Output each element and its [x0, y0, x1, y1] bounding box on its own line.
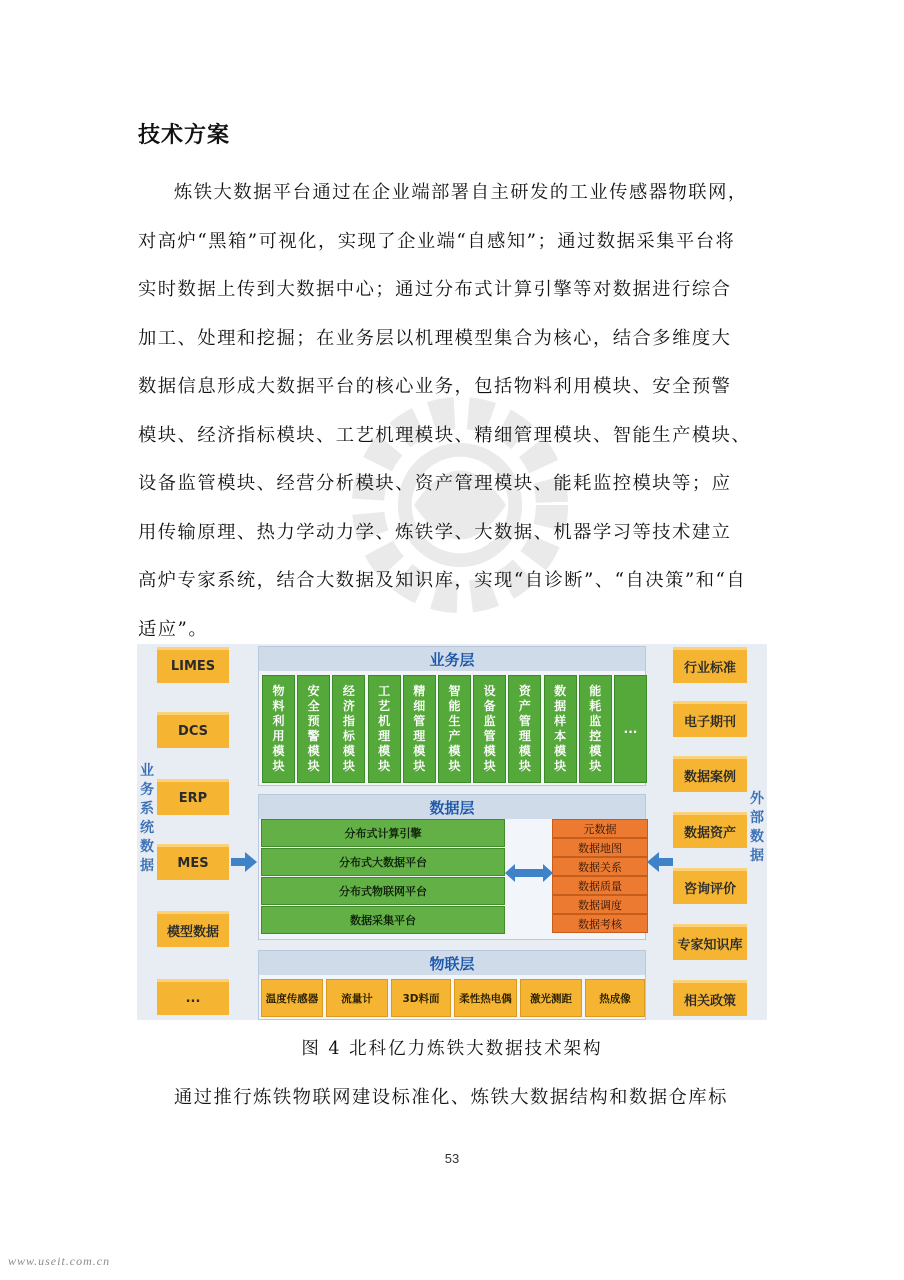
business-layer	[258, 646, 646, 786]
business-module: 资 产 管 理 模 块	[508, 675, 541, 783]
iot-layer-title: 物联层	[259, 951, 645, 975]
source-box-more: ...	[157, 979, 229, 1015]
external-box-e-journals: 电子期刊	[673, 701, 747, 737]
section-title: 技术方案	[138, 123, 231, 148]
sensor-flowmeter: 流量计	[326, 979, 388, 1017]
business-layer-title: 业务层	[259, 647, 645, 671]
business-module: 工 艺 机 理 模 块	[368, 675, 401, 783]
platform-distributed-compute: 分布式计算引擎	[261, 819, 505, 847]
right-arrow-icon	[231, 852, 257, 872]
external-box-expert-kb: 专家知识库	[673, 924, 747, 960]
data-item-data-assessment: 数据考核	[552, 914, 648, 933]
architecture-diagram	[137, 644, 767, 1020]
paragraph-line: 模块、经济指标模块、工艺机理模块、精细管理模块、智能生产模块、	[138, 424, 752, 446]
platform-distributed-iot: 分布式物联网平台	[261, 877, 505, 905]
data-item-data-relations: 数据关系	[552, 857, 648, 876]
page-number: 53	[444, 1151, 460, 1166]
external-box-data-assets: 数据资产	[673, 812, 747, 848]
sensor-temperature: 温度传感器	[261, 979, 323, 1017]
data-item-metadata: 元数据	[552, 819, 648, 838]
paragraph-line: 通过推行炼铁物联网建设标准化、炼铁大数据结构和数据仓库标	[174, 1087, 728, 1108]
site-watermark: www.useit.com.cn	[8, 1254, 111, 1268]
platform-data-collection: 数据采集平台	[261, 906, 505, 934]
data-layer-title: 数据层	[259, 795, 645, 819]
source-box-limes: LIMES	[157, 647, 229, 683]
business-module: 物 料 利 用 模 块	[262, 675, 295, 783]
paragraph-line: 适应”。	[138, 618, 209, 640]
external-box-data-cases: 数据案例	[673, 756, 747, 792]
paragraph-line: 对高炉“黑箱”可视化，实现了企业端“自感知”；通过数据采集平台将	[138, 230, 736, 252]
external-box-industry-standard: 行业标准	[673, 647, 747, 683]
left-side-label: 业 务 系 统 数 据	[140, 763, 154, 874]
business-module: 设 备 监 管 模 块	[473, 675, 506, 783]
paragraph-line: 炼铁大数据平台通过在企业端部署自主研发的工业传感器物联网，	[174, 182, 748, 203]
business-module: 经 济 指 标 模 块	[332, 675, 365, 783]
external-box-policies: 相关政策	[673, 980, 747, 1016]
source-box-dcs: DCS	[157, 712, 229, 748]
data-layer	[258, 794, 646, 940]
source-box-erp: ERP	[157, 779, 229, 815]
business-module: 能 耗 监 控 模 块	[579, 675, 612, 783]
business-module: 智 能 生 产 模 块	[438, 675, 471, 783]
right-side-label: 外 部 数 据	[750, 791, 764, 864]
data-item-data-scheduling: 数据调度	[552, 895, 648, 914]
double-arrow-icon	[505, 863, 553, 883]
paragraph-line: 用传输原理、热力学动力学、炼铁学、大数据、机器学习等技术建立	[138, 521, 732, 543]
figure-caption: 图 4 北科亿力炼铁大数据技术架构	[301, 1039, 603, 1059]
sensor-laser-ranging: 激光测距	[520, 979, 582, 1017]
paragraph-line: 数据信息形成大数据平台的核心业务，包括物料利用模块、安全预警	[138, 376, 732, 397]
business-module: ...	[614, 675, 647, 783]
body-paragraph-2	[138, 1074, 768, 1123]
source-box-model-data: 模型数据	[157, 911, 229, 947]
paragraph-line: 实时数据上传到大数据中心；通过分布式计算引擎等对数据进行综合	[138, 279, 732, 300]
paragraph-line: 设备监管模块、经营分析模块、资产管理模块、能耗监控模块等；应	[138, 473, 732, 494]
left-arrow-icon	[647, 852, 673, 872]
business-module: 数 据 样 本 模 块	[544, 675, 577, 783]
external-box-consulting: 咨询评价	[673, 868, 747, 904]
source-box-mes: MES	[157, 844, 229, 880]
business-module: 精 细 管 理 模 块	[403, 675, 436, 783]
data-item-data-quality: 数据质量	[552, 876, 648, 895]
sensor-flexible-thermocouple: 柔性热电偶	[454, 979, 517, 1017]
body-paragraph-1	[138, 169, 768, 654]
business-module: 安 全 预 警 模 块	[297, 675, 330, 783]
iot-layer	[258, 950, 646, 1020]
platform-distributed-bigdata: 分布式大数据平台	[261, 848, 505, 876]
sensor-3d-burden-surface: 3D料面	[391, 979, 451, 1017]
sensor-thermal-imaging: 热成像	[585, 979, 645, 1017]
paragraph-line: 高炉专家系统，结合大数据及知识库，实现“自诊断”、“自决策”和“自	[138, 570, 747, 591]
data-item-data-map: 数据地图	[552, 838, 648, 857]
paragraph-line: 加工、处理和挖掘；在业务层以机理模型集合为核心，结合多维度大	[138, 327, 732, 349]
